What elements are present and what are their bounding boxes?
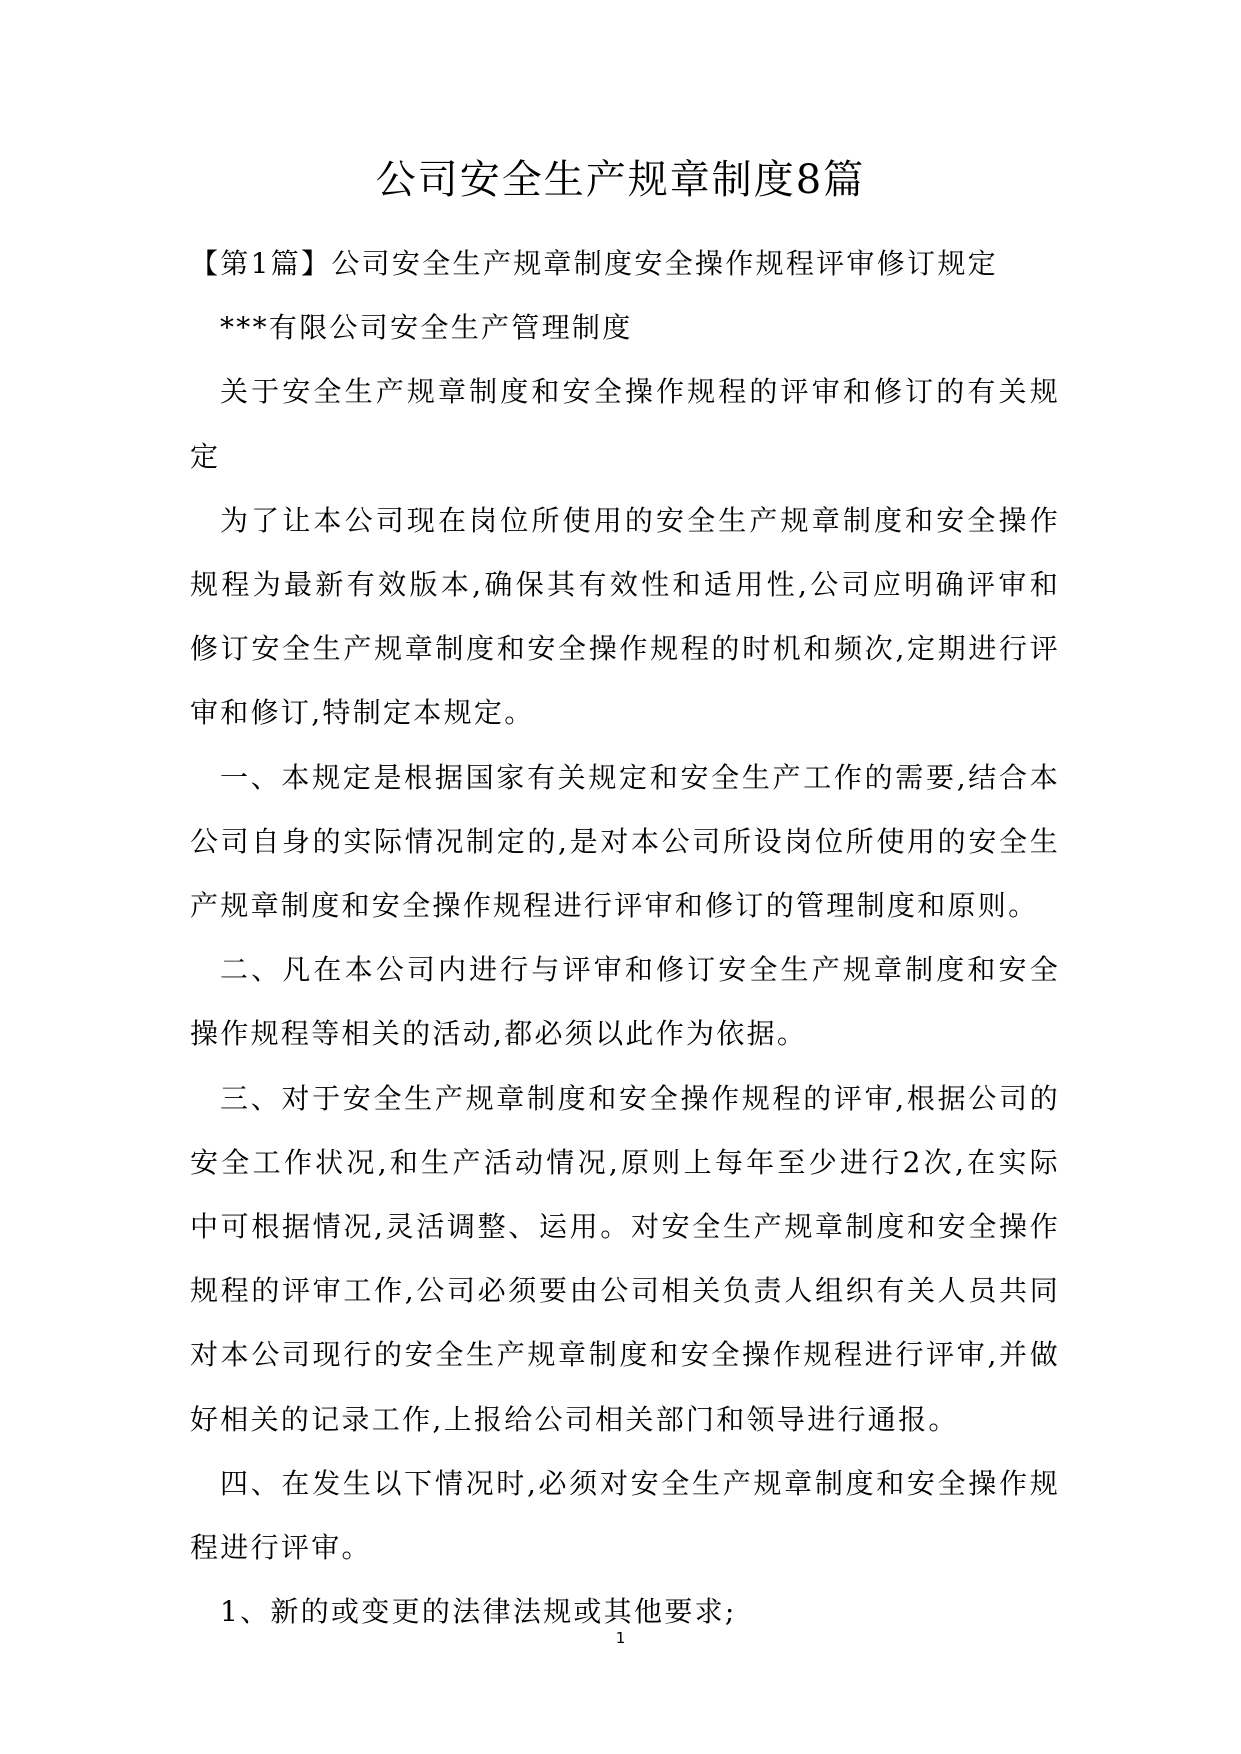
paragraph-clause-4: 四、在发生以下情况时,必须对安全生产规章制度和安全操作规程进行评审。 [190,1466,1060,1565]
paragraph-purpose: 为了让本公司现在岗位所使用的安全生产规章制度和安全操作规程为最新有效版本,确保其有效性和适用性,公司应明确评审和修订安全生产规章制度和安全操作规程的时机和频次,定期进行评审和修订,特制定本规定。 [190,503,1060,730]
paragraph-clause-1: 一、本规定是根据国家有关规定和安全生产工作的需要,结合本公司自身的实际情况制定的,是对本公司所设岗位所使用的安全生产规章制度和安全操作规程进行评审和修订的管理制度和原则。 [190,760,1060,923]
page-number: 1 [615,1629,626,1647]
paragraph-company-name: ***有限公司安全生产管理制度 [220,311,633,345]
paragraph-clause-2: 二、凡在本公司内进行与评审和修订安全生产规章制度和安全操作规程等相关的活动,都必须以此作为依据。 [190,953,1060,1051]
document-title: 公司安全生产规章制度8篇 [375,157,866,203]
paragraph-subject: 关于安全生产规章制度和安全操作规程的评审和修订的有关规定 [190,375,1060,473]
document-body [190,232,1060,1644]
list-item-1: 1、新的或变更的法律法规或其他要求; [220,1595,737,1629]
section-heading: 【第1篇】公司安全生产规章制度安全操作规程评审修订规定 [190,247,998,280]
paragraph-clause-3: 三、对于安全生产规章制度和安全操作规程的评审,根据公司的安全工作状况,和生产活动情况,原则上每年至少进行2次,在实际中可根据情况,灵活调整、运用。对安全生产规章制度和安全操作规程的评审工作,公司必须要由公司相关负责人组织有关人员共同对本公司现行的安全生产规章制度和安全操作规程进行评审,并做好相关的记录工作,上报给公司相关部门和领导进行通报。 [190,1081,1060,1436]
